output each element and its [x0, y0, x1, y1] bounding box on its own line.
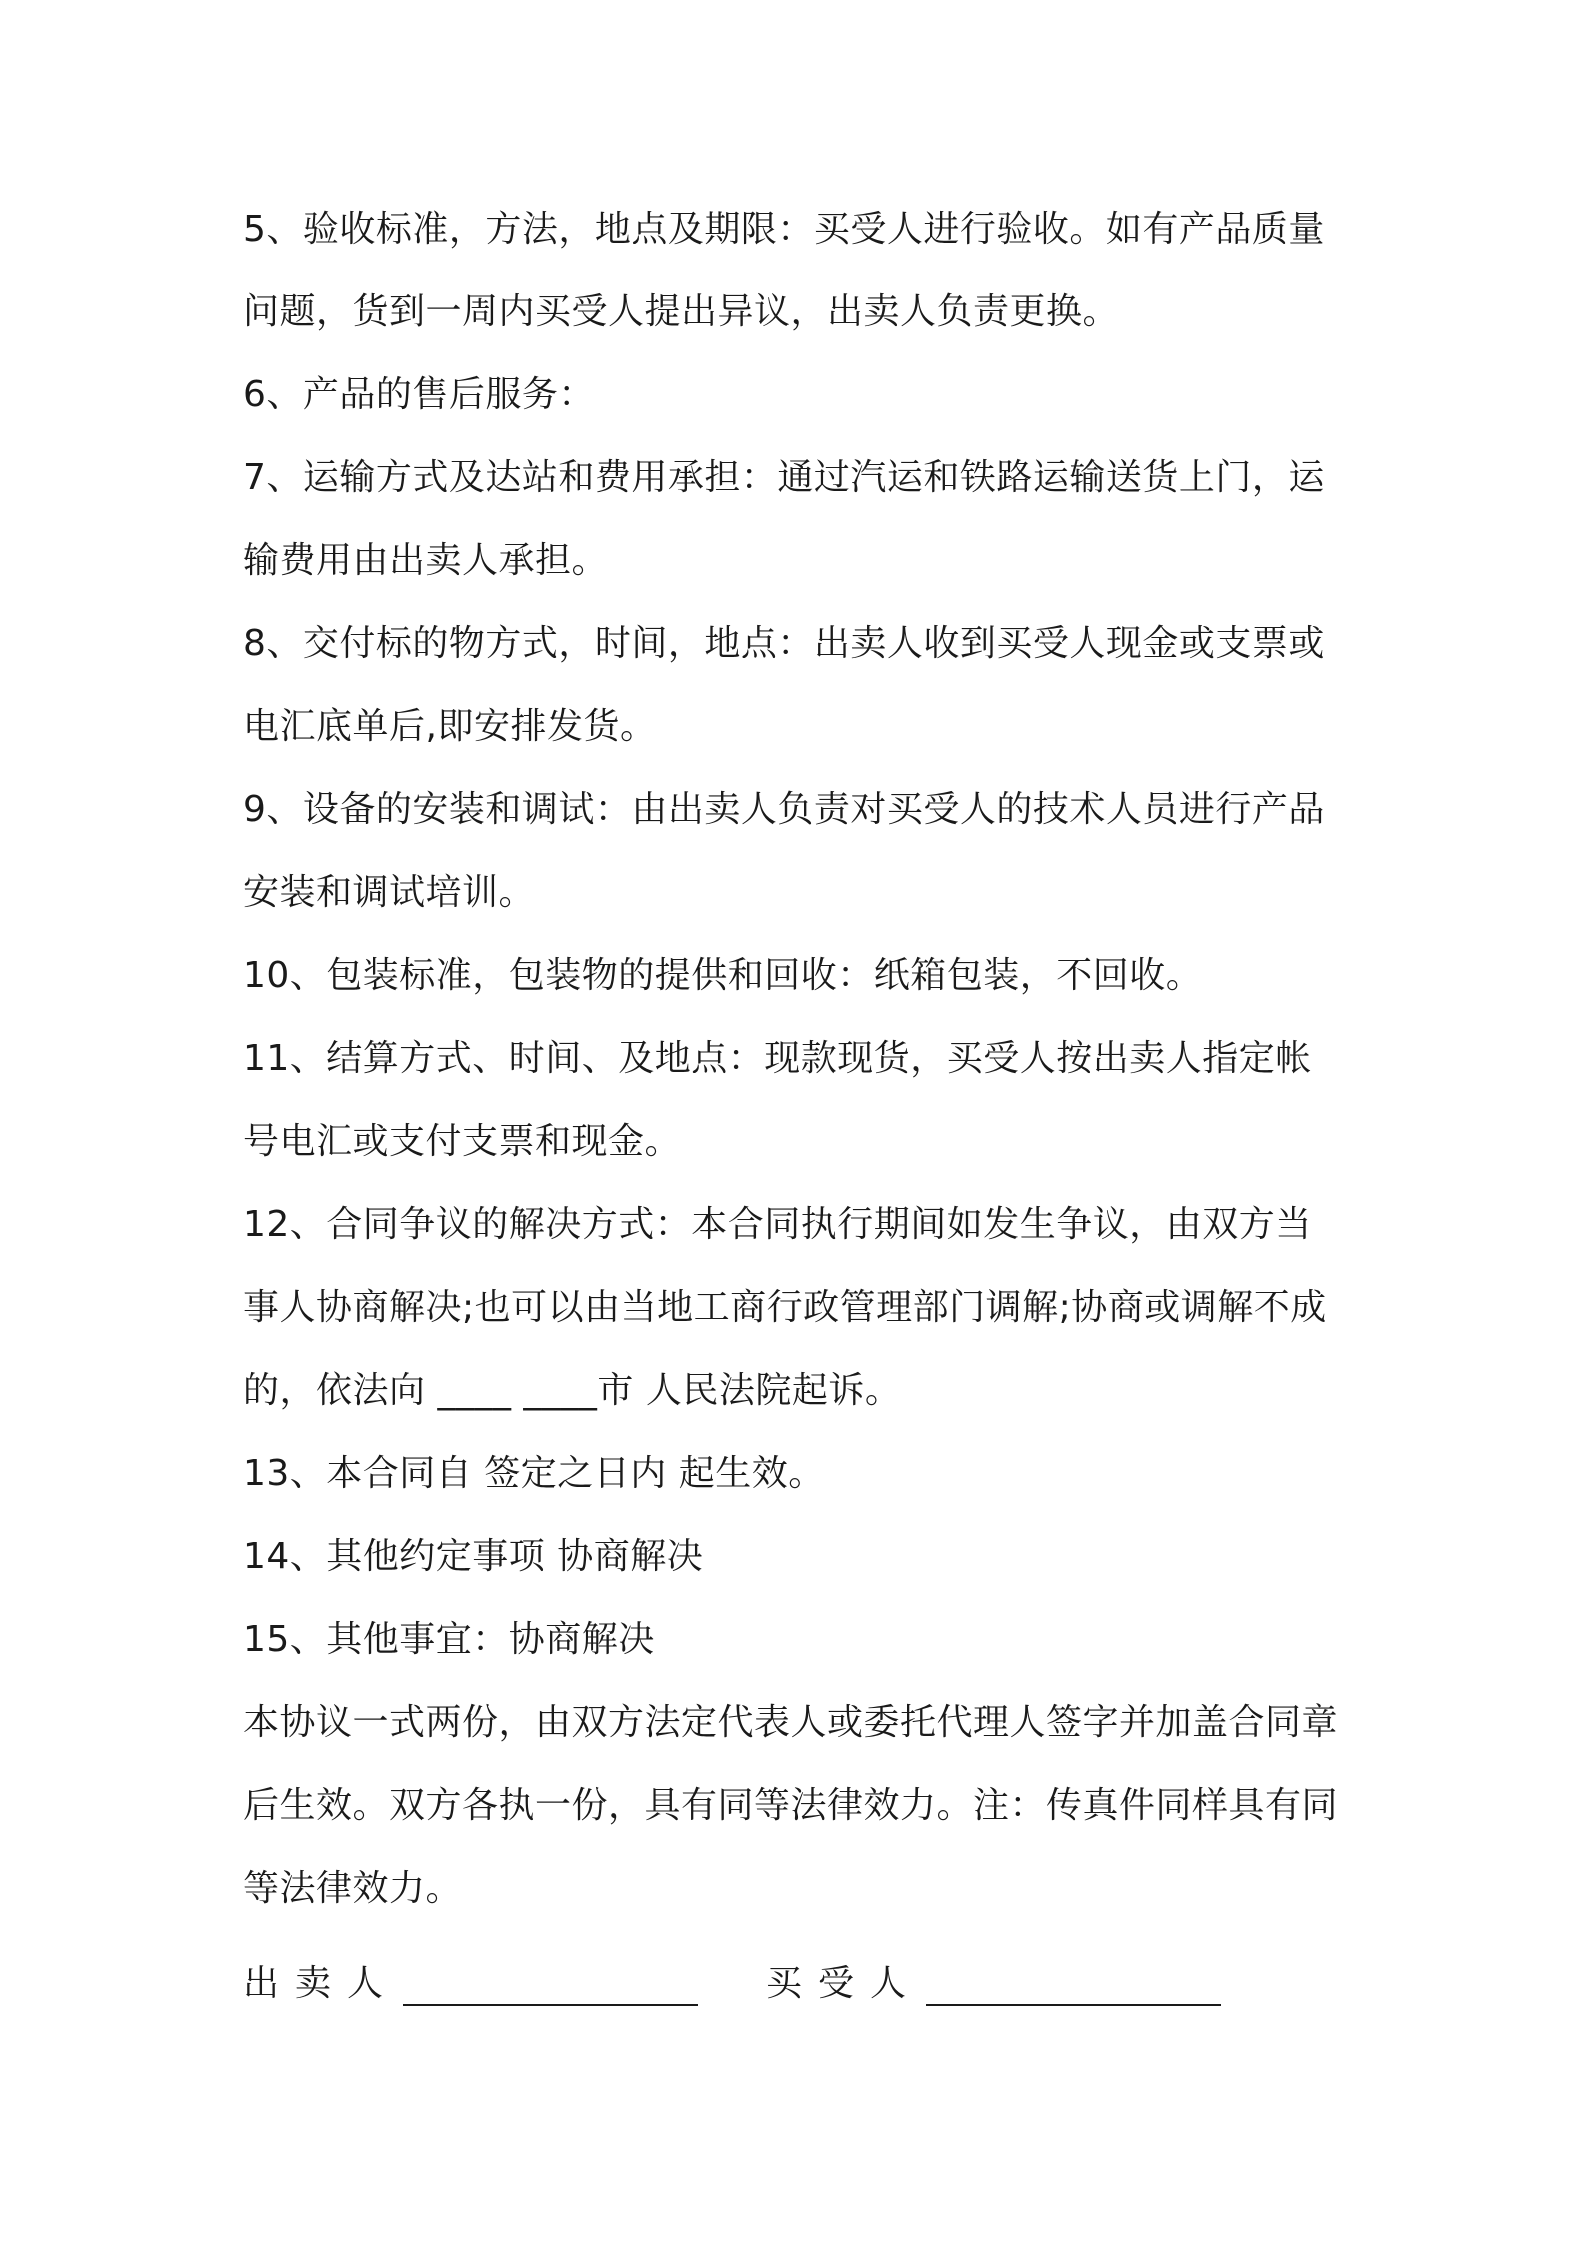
seller-signature-label: 出卖人 [243, 1963, 400, 2004]
clause-6-line-1: 6、产品的售后服务： [243, 374, 595, 415]
clause-9-line-1: 9、设备的安装和调试：由出卖人负责对买受人的技术人员进行产品 [243, 789, 1325, 830]
signature-row [243, 1962, 1221, 2006]
clause-5-line-2: 问题，货到一周内买受人提出异议，出卖人负责更换。 [243, 291, 1120, 332]
closing-line-3: 等法律效力。 [243, 1868, 463, 1909]
clause-8-line-2: 电汇底单后,即安排发货。 [243, 706, 657, 747]
clause-8-line-1: 8、交付标的物方式，时间，地点：出卖人收到买受人现金或支票或 [243, 623, 1325, 664]
clause-10-line-1: 10、包装标准，包装物的提供和回收：纸箱包装，不回收。 [243, 955, 1203, 996]
clause-7-line-1: 7、运输方式及达站和费用承担：通过汽运和铁路运输送货上门，运 [243, 457, 1325, 498]
seller-signature-blank [403, 1964, 698, 2006]
clause-12-line-1: 12、合同争议的解决方式：本合同执行期间如发生争议，由双方当 [243, 1204, 1312, 1245]
clause-5-line-1: 5、验收标准，方法，地点及期限：买受人进行验收。如有产品质量 [243, 209, 1325, 250]
clause-12-line-2: 事人协商解决;也可以由当地工商行政管理部门调解;协商或调解不成 [243, 1287, 1327, 1328]
buyer-signature-blank [926, 1964, 1221, 2006]
clause-7-line-2: 输费用由出卖人承担。 [243, 540, 609, 581]
clause-9-line-2: 安装和调试培训。 [243, 872, 536, 913]
clause-14-line-1: 14、其他约定事项 协商解决 [243, 1536, 704, 1577]
clause-12-line-3: 的，依法向 ____ ____市 人民法院起诉。 [243, 1370, 902, 1411]
buyer-signature-label: 买受人 [766, 1963, 923, 2004]
clause-13-line-1: 13、本合同自 签定之日内 起生效。 [243, 1453, 825, 1494]
clause-11-line-2: 号电汇或支付支票和现金。 [243, 1121, 682, 1162]
clause-15-line-1: 15、其他事宜：协商解决 [243, 1619, 655, 1660]
closing-line-1: 本协议一式两份，由双方法定代表人或委托代理人签字并加盖合同章 [243, 1702, 1339, 1743]
closing-line-2: 后生效。双方各执一份，具有同等法律效力。注：传真件同样具有同 [243, 1785, 1339, 1826]
clause-11-line-1: 11、结算方式、时间、及地点：现款现货，买受人按出卖人指定帐 [243, 1038, 1312, 1079]
